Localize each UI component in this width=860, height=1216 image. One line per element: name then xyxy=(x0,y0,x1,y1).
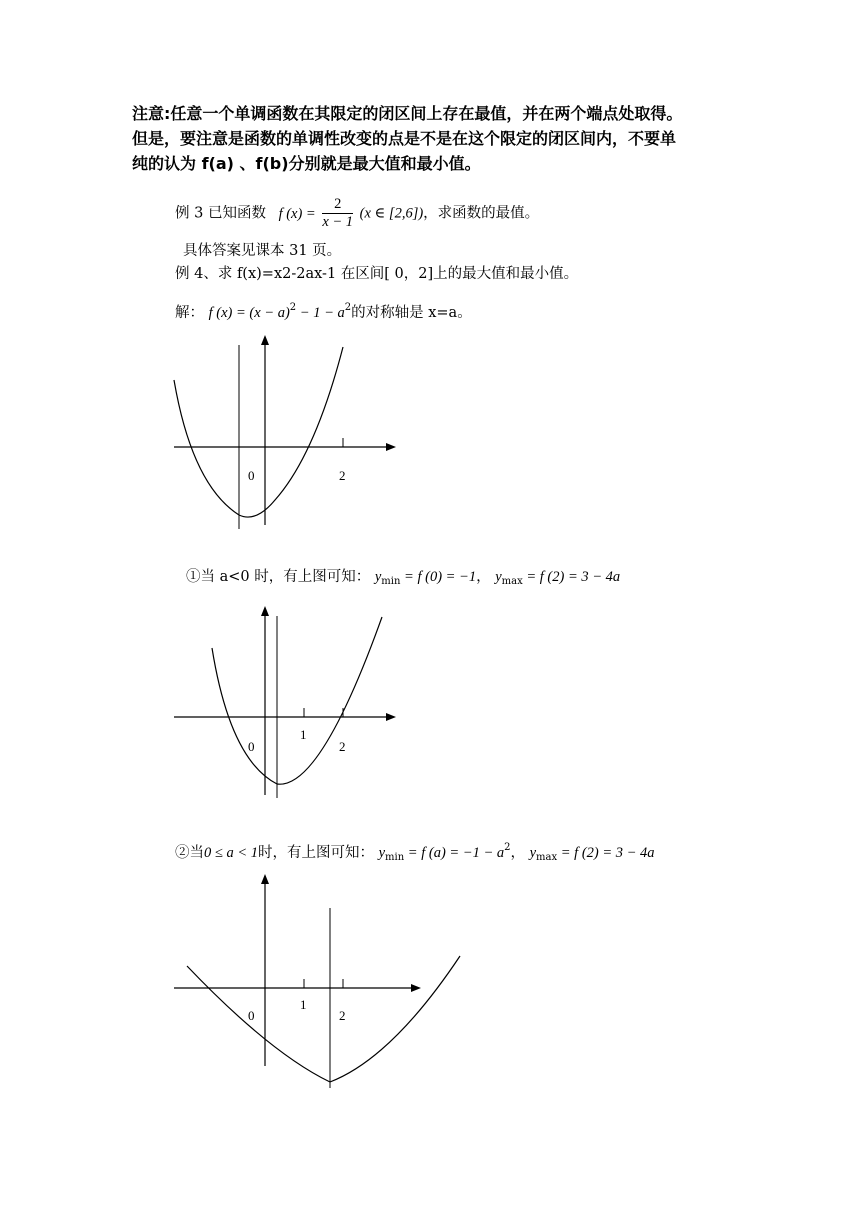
note-line-3: 纯的认为 f(a) 、f(b)分别就是最大值和最小值。 xyxy=(132,154,481,173)
example3-tail: ，求函数的最值。 xyxy=(423,205,540,222)
graph2-y-arrow xyxy=(261,606,269,616)
graph2-parabola xyxy=(212,617,382,784)
case2-ymax-sub: max xyxy=(536,852,558,863)
case1-ymax-var: y xyxy=(495,569,502,585)
example3-line xyxy=(175,196,539,231)
case2-ymax-expr: = f (2) = 3 − 4a xyxy=(557,845,655,861)
graph-2 xyxy=(160,600,410,800)
graph-1 xyxy=(160,325,410,535)
graph1-x-arrow xyxy=(386,443,396,451)
graph3-label-2: 2 xyxy=(339,1008,346,1023)
example3-frac-den: x − 1 xyxy=(322,214,354,230)
case1-prefix: ①当 a<0 时，有上图可知： xyxy=(186,569,371,585)
graph1-parabola xyxy=(174,347,343,517)
graph2-label-2: 2 xyxy=(339,739,346,754)
case2-sep: ， xyxy=(510,845,525,861)
case1-ymin-var: y xyxy=(374,569,382,585)
case2-ymin-sub: min xyxy=(385,852,405,863)
example4-solution xyxy=(175,298,472,323)
graph3-label-0: 0 xyxy=(248,1008,255,1023)
case2-line xyxy=(175,838,655,868)
example3-frac-num: 2 xyxy=(322,196,353,214)
graph1-label-2: 2 xyxy=(339,468,346,483)
example3-fraction xyxy=(322,196,353,231)
note-line-1: 注意:任意一个单调函数在其限定的闭区间上存在最值，并在两个端点处取得。 xyxy=(132,104,683,123)
case2-ymin-expr: = f (a) = −1 − a xyxy=(404,845,505,861)
case1-sep: ， xyxy=(476,569,491,585)
graph3-y-arrow xyxy=(261,874,269,884)
case2-ymin-exp: 2 xyxy=(504,842,511,853)
graph1-y-arrow xyxy=(261,335,269,345)
graph3-parabola xyxy=(187,956,460,1082)
case1-ymax-expr: = f (2) = 3 − 4a xyxy=(522,569,621,585)
example3-answer-ref: 具体答案见课本 31 页。 xyxy=(183,243,342,259)
solution-formula-2: − 1 − a xyxy=(296,305,345,321)
case2-ymax-var: y xyxy=(529,845,537,861)
graph2-label-0: 0 xyxy=(248,739,255,754)
example3-domain: (x ∈ [2,6]) xyxy=(359,205,424,222)
solution-prefix: 解： xyxy=(175,305,204,321)
solution-exp: 2 xyxy=(289,302,297,313)
case1-line xyxy=(186,567,620,592)
graph3-label-1: 1 xyxy=(300,997,307,1012)
case1-ymin-sub: min xyxy=(381,576,401,587)
example4-problem: 例 4、求 f(x)=x2-2ax-1 在区间[ 0，2]上的最大值和最小值。 xyxy=(175,266,579,282)
solution-suffix: 的对称轴是 x=a。 xyxy=(351,305,472,321)
graph2-label-1: 1 xyxy=(300,727,307,742)
case2-mid: 时，有上图可知： xyxy=(258,845,374,861)
note-line-2: 但是，要注意是函数的单调性改变的点是不是在这个限定的闭区间内，不要单 xyxy=(132,129,677,148)
graph3-x-arrow xyxy=(411,984,421,992)
case2-cond: 0 ≤ a < 1 xyxy=(204,845,258,861)
case2-ymin-var: y xyxy=(378,845,386,861)
example3-f-lhs: f (x) = xyxy=(278,205,316,222)
solution-formula: f (x) = (x − a) xyxy=(208,305,290,321)
case1-ymax-sub: max xyxy=(501,576,523,587)
graph-3 xyxy=(160,868,470,1098)
graph2-x-arrow xyxy=(386,713,396,721)
example3-label: 例 3 已知函数 xyxy=(175,205,266,222)
case2-prefix: ②当 xyxy=(175,845,204,861)
case1-ymin-expr: = f (0) = −1 xyxy=(400,569,477,585)
graph1-label-0: 0 xyxy=(248,468,255,483)
solution-exp-2: 2 xyxy=(344,302,352,313)
